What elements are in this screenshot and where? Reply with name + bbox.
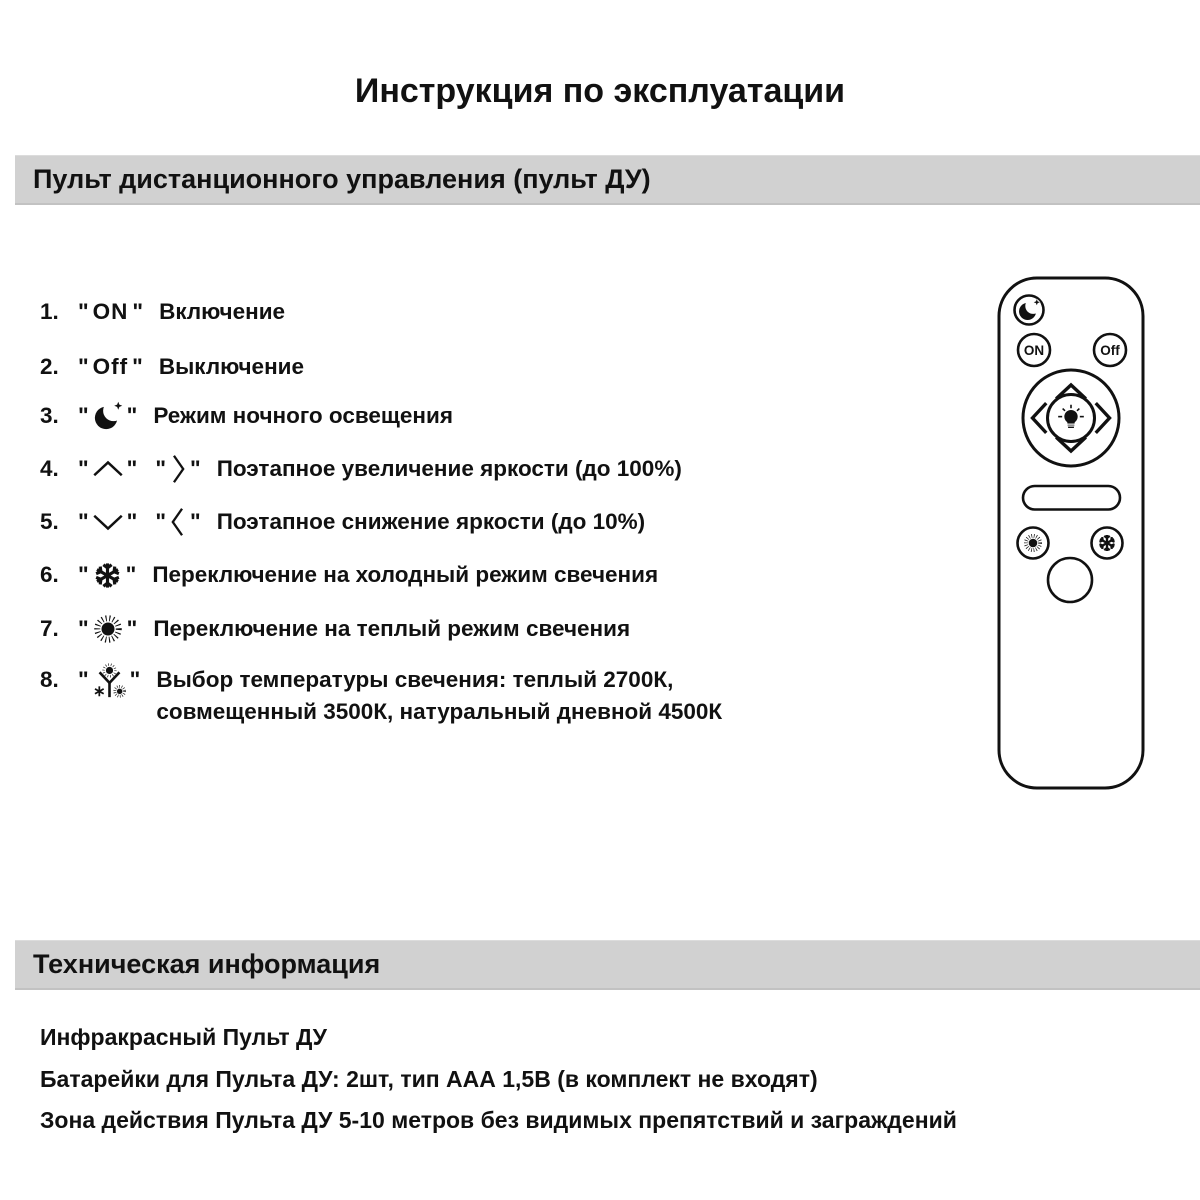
remote-off-button xyxy=(1094,334,1126,366)
item-text: Поэтапное увеличение яркости (до 100%) xyxy=(216,456,682,481)
item-number: 6. xyxy=(40,562,59,587)
quote-mark: " xyxy=(155,509,167,534)
quote-mark: " xyxy=(126,509,138,534)
page-title: Инструкция по эксплуатации xyxy=(354,72,846,110)
quote-mark: " xyxy=(126,456,138,481)
off-label: Off xyxy=(92,354,129,379)
angle-left-icon xyxy=(170,507,186,537)
quote-mark: " xyxy=(126,403,138,428)
item-text-line1: Выбор температуры свечения: теплый 2700К, xyxy=(156,667,674,692)
item-text: Режим ночного освещения xyxy=(153,403,453,428)
quote-mark: " xyxy=(126,616,138,641)
quote-mark: " xyxy=(78,299,89,324)
list-item-brightness-down xyxy=(40,505,645,539)
remote-on-label: ON xyxy=(1023,343,1045,358)
item-text: Переключение на теплый режим свечения xyxy=(153,616,631,641)
section-header-remote-label: Пульт дистанционного управления (пульт ДУ) xyxy=(33,164,651,194)
list-item-color-temperature xyxy=(40,664,722,728)
quote-mark: " xyxy=(190,456,201,481)
quote-mark: " xyxy=(78,562,89,587)
item-number: 5. xyxy=(40,509,59,534)
remote-off-label: Off xyxy=(1100,343,1120,358)
quote-mark: " xyxy=(190,509,201,534)
tech-info-line-3: Зона действия Пульта ДУ 5-10 метров без видимых препятствий и заграждений xyxy=(40,1107,957,1133)
sun-icon xyxy=(93,614,123,644)
item-number: 8. xyxy=(40,667,59,692)
snowflake-icon xyxy=(93,561,122,590)
section-header-remote xyxy=(15,155,1200,205)
item-number: 1. xyxy=(40,299,59,324)
quote-mark: " xyxy=(78,616,89,641)
chevron-up-icon xyxy=(93,460,123,478)
remote-round-button xyxy=(1048,558,1092,602)
quote-mark: " xyxy=(132,299,144,324)
quote-mark: " xyxy=(155,456,167,481)
item-number: 7. xyxy=(40,616,59,641)
item-text xyxy=(156,664,722,728)
list-item-night-mode xyxy=(40,399,453,433)
quote-mark: " xyxy=(132,354,143,379)
on-label: ON xyxy=(92,299,129,324)
quote-mark: " xyxy=(78,509,89,534)
quote-mark: " xyxy=(129,667,141,692)
remote-dpad xyxy=(1023,370,1119,466)
quote-mark: " xyxy=(125,562,137,587)
quote-mark: " xyxy=(78,403,89,428)
quote-mark: " xyxy=(78,667,89,692)
remote-on-button xyxy=(1018,334,1050,366)
chevron-down-icon xyxy=(93,513,123,531)
list-item-off xyxy=(40,350,304,384)
remote-pill-button xyxy=(1023,486,1120,510)
moon-icon xyxy=(93,401,123,431)
list-item-cold-mode xyxy=(40,558,658,592)
remote-cold-light-button xyxy=(1092,528,1123,559)
quote-mark: " xyxy=(78,456,89,481)
angle-right-icon xyxy=(170,454,186,484)
quote-mark: " xyxy=(78,354,89,379)
item-text-line2: совмещенный 3500К, натуральный дневной 4500К xyxy=(156,699,723,724)
color-temperature-selector-icon xyxy=(93,663,126,699)
list-item-on xyxy=(40,295,285,329)
section-header-tech xyxy=(15,940,1200,990)
item-text: Переключение на холодный режим свечения xyxy=(152,562,659,587)
list-item-warm-mode xyxy=(40,612,630,646)
remote-warm-light-button xyxy=(1018,528,1049,559)
item-text: Выключение xyxy=(158,354,305,379)
item-text: Включение xyxy=(159,299,286,324)
section-header-tech-label: Техническая информация xyxy=(33,949,381,979)
remote-night-mode-button xyxy=(1015,296,1044,325)
list-item-brightness-up xyxy=(40,452,682,486)
item-number: 2. xyxy=(40,354,59,379)
tech-info-line-1: Инфракрасный Пульт ДУ xyxy=(40,1024,327,1050)
tech-info-line-2: Батарейки для Пульта ДУ: 2шт, тип ААА 1,5В (в комплект не входят) xyxy=(40,1066,818,1092)
item-number: 3. xyxy=(40,403,59,428)
remote-control-illustration xyxy=(980,270,1163,800)
item-text: Поэтапное снижение яркости (до 10%) xyxy=(216,509,646,534)
item-number: 4. xyxy=(40,456,59,481)
